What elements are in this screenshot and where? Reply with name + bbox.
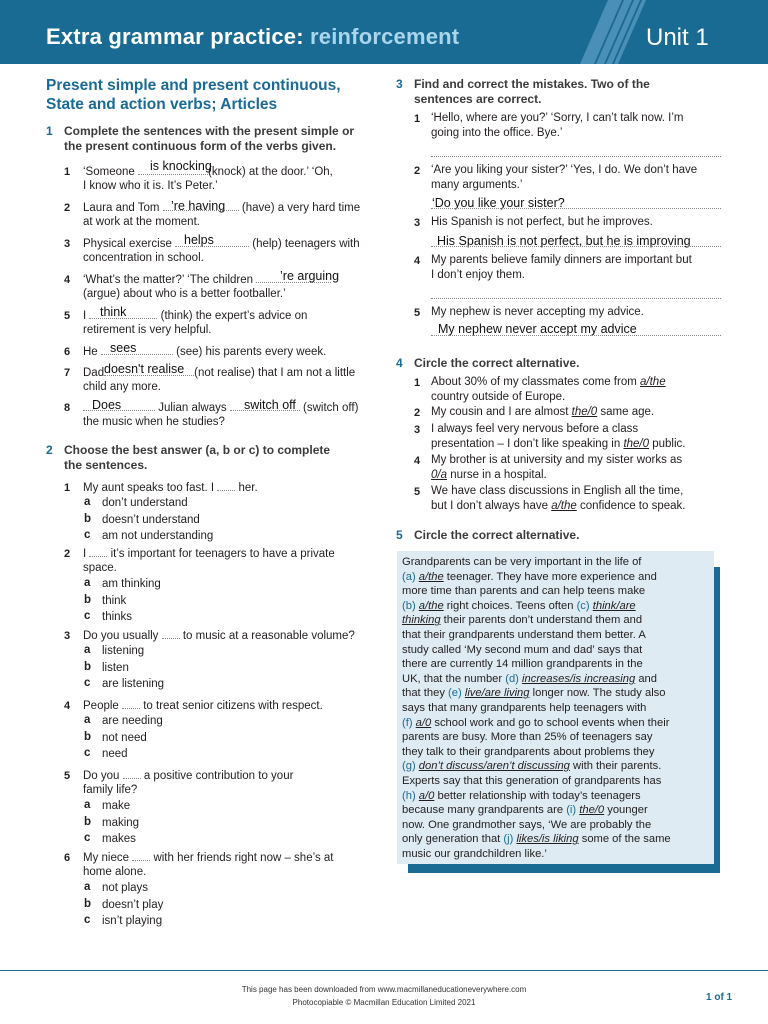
- ex2-title-line2: the sentences.: [64, 458, 148, 472]
- gap-letter: (i): [566, 804, 577, 817]
- ex1-item-1-cont: I know who it is. It’s Peter.’: [83, 180, 218, 192]
- passage-line: says that many grandparents help teenagers with: [402, 701, 647, 714]
- answer-option[interactable]: listening: [102, 645, 145, 657]
- ex2-item-number: 5: [64, 770, 71, 782]
- heading-line1: Present simple and present continuous,: [46, 77, 341, 94]
- section-heading: [46, 76, 341, 114]
- ex2-item-text: her.: [238, 482, 258, 494]
- answer-option[interactable]: isn’t playing: [102, 915, 163, 927]
- ex5-title: Circle the correct alternative.: [414, 528, 580, 542]
- ex1-item-text: (have) a very hard time: [241, 202, 361, 214]
- option-letter: c: [84, 914, 91, 926]
- ex4-item-3-cont: [431, 437, 685, 452]
- handwritten-answer: is knocking: [150, 159, 212, 173]
- ex4-item-text: same age.: [600, 406, 655, 418]
- ex1-item-number: 8: [64, 402, 71, 414]
- ex1-item-text: Laura and Tom: [83, 202, 160, 214]
- title-main: Extra grammar practice:: [46, 24, 304, 49]
- ex2-item-6: [83, 850, 333, 866]
- gap-letter: (d): [505, 672, 519, 685]
- ex1-item-3: [83, 236, 360, 252]
- gap-letter: (e): [448, 687, 462, 700]
- ex2-item-cont: home alone.: [83, 866, 147, 878]
- ex1-item-text: He: [83, 346, 98, 358]
- ex4-item-5: We have class discussions in English all the time,: [431, 485, 684, 497]
- passage-line: more time than parents and can help teens make: [402, 585, 646, 598]
- answer-blank[interactable]: [123, 768, 141, 779]
- passage-line: [402, 613, 714, 628]
- ex2-item-text: My niece: [83, 852, 130, 864]
- passage-text-run: their parents don’t understand them and: [443, 614, 643, 627]
- ex1-item-5-cont: retirement is very helpful.: [83, 324, 212, 336]
- passage-line: [402, 759, 714, 774]
- answer-line[interactable]: [431, 298, 721, 299]
- option-letter: c: [84, 529, 91, 541]
- passage-text-run: right choices. Teens often: [446, 599, 574, 612]
- passage-line: [402, 832, 714, 847]
- handwritten-answer: My nephew never accept my advice: [438, 322, 637, 336]
- ex1-item-text: (see) his parents every week.: [176, 346, 327, 358]
- option-letter: b: [84, 593, 92, 606]
- ex1-item-3-cont: concentration in school.: [83, 252, 204, 264]
- gap-letter: (h): [402, 789, 416, 802]
- ex3-number: 3: [396, 77, 403, 91]
- handwritten-answer: ‘Do you like your sister?: [432, 196, 565, 210]
- option-letter: c: [84, 610, 91, 622]
- ex1-item-2-cont: at work at the moment.: [83, 216, 200, 228]
- ex1-item-number: 1: [64, 166, 71, 178]
- answer-option[interactable]: not plays: [102, 882, 149, 894]
- answer-option[interactable]: makes: [102, 833, 136, 845]
- option-letter: a: [84, 799, 91, 811]
- circle-choice[interactable]: the/0: [579, 804, 605, 817]
- ex3-item-5: My nephew is never accepting my advice.: [431, 306, 644, 318]
- page-header: [0, 0, 768, 64]
- circle-choice[interactable]: a/0: [418, 789, 435, 802]
- circle-choice[interactable]: likes/is liking: [516, 833, 579, 846]
- answer-line[interactable]: [431, 335, 721, 336]
- ex2-item-cont: family life?: [83, 784, 138, 796]
- ex2-item-3: [83, 628, 355, 644]
- page-title: [46, 24, 459, 50]
- passage-text-run: that they: [402, 687, 445, 700]
- passage-line: study called ‘My second mum and dad’ says that: [402, 643, 643, 656]
- ex4-title: Circle the correct alternative.: [414, 356, 580, 370]
- passage-text-run: younger: [607, 804, 648, 817]
- gap-letter: (g): [402, 760, 416, 773]
- gap-letter: (b): [402, 599, 416, 612]
- gap-letter: (j): [503, 833, 514, 846]
- unit-label: Unit 1: [646, 24, 709, 51]
- ex2-number: 2: [46, 443, 53, 457]
- ex3-item-number: 4: [414, 255, 421, 267]
- ex2-item-text: I: [83, 548, 87, 560]
- ex1-item-text: Julian always: [158, 402, 227, 414]
- ex2-item-number: 2: [64, 548, 71, 560]
- answer-option[interactable]: not need: [102, 731, 147, 744]
- handwritten-answer: ’re having: [171, 199, 226, 213]
- option-letter: c: [84, 747, 91, 759]
- ex4-item-1: [431, 375, 666, 390]
- option-letter: b: [84, 660, 92, 673]
- passage-line: parents are busy. More than 25% of teenagers say: [402, 731, 653, 744]
- ex3-item-2: ‘Are you liking your sister?’ ‘Yes, I do. We don’t have: [431, 164, 698, 176]
- handwritten-answer: His Spanish is not perfect, but he is improving: [437, 234, 691, 248]
- answer-option[interactable]: listen: [102, 661, 129, 674]
- passage-line: Grandparents can be very important in the life of: [402, 556, 642, 568]
- ex1-item-text: Physical exercise: [83, 238, 172, 250]
- passage-text-run: school work and go to school events when their: [434, 716, 670, 729]
- gap-letter: (a): [402, 570, 416, 583]
- answer-option[interactable]: make: [102, 800, 131, 812]
- circle-choice[interactable]: a/the: [418, 599, 444, 612]
- answer-option[interactable]: need: [102, 748, 128, 760]
- ex4-item-5-cont: [431, 499, 685, 514]
- ex1-item-text: (knock) at the door.’ ‘Oh,: [208, 166, 333, 178]
- footer-divider: [0, 970, 768, 971]
- ex4-item-text: About 30% of my classmates come from: [431, 376, 637, 388]
- answer-option[interactable]: thinks: [102, 611, 133, 623]
- ex4-item-number: 2: [414, 407, 421, 419]
- handwritten-answer: doesn't realise: [104, 362, 185, 376]
- ex3-item-number: 2: [414, 165, 421, 177]
- ex1-number: 1: [46, 124, 53, 138]
- ex3-item-1: ‘Hello, where are you?’ ‘Sorry, I can’t talk now. I’m: [431, 112, 684, 124]
- handwritten-answer: Does: [92, 398, 122, 412]
- circle-choice[interactable]: increases/is increasing: [522, 672, 636, 685]
- ex1-item-number: 3: [64, 238, 71, 250]
- answer-blank[interactable]: [132, 850, 150, 861]
- ex5-number: 5: [396, 528, 403, 542]
- answer-blank[interactable]: [89, 546, 107, 557]
- option-letter: b: [84, 730, 92, 743]
- ex4-item-text: presentation – I don’t like speaking in: [431, 438, 621, 450]
- handwritten-answer: think: [100, 305, 127, 319]
- circle-choice[interactable]: a/0: [415, 716, 432, 729]
- ex1-item-number: 7: [64, 367, 71, 379]
- circle-choice[interactable]: 0/a: [431, 469, 447, 481]
- ex3-item-number: 5: [414, 307, 421, 319]
- ex4-item-text: public.: [652, 438, 686, 450]
- ex1-item-7-cont: child any more.: [83, 381, 161, 393]
- option-letter: c: [84, 832, 91, 844]
- ex1-title-line1: Complete the sentences with the present simple or: [64, 124, 355, 138]
- footer-copyright: Photocopiable © Macmillan Education Limited 2021: [292, 998, 476, 1007]
- option-letter: a: [84, 496, 91, 508]
- ex2-item-text: People: [83, 700, 119, 712]
- answer-option[interactable]: are listening: [102, 678, 165, 690]
- answer-option[interactable]: don’t understand: [102, 497, 188, 509]
- ex4-number: 4: [396, 356, 403, 370]
- ex4-item-number: 3: [414, 424, 421, 436]
- ex1-item-text: ‘What’s the matter?’ ‘The children: [83, 274, 254, 286]
- page-number: 1 of 1: [706, 992, 733, 1003]
- answer-option[interactable]: think: [102, 594, 127, 607]
- ex2-item-number: 3: [64, 630, 71, 642]
- passage-text-run: only generation that: [402, 833, 501, 846]
- ex4-item-4-cont: [431, 468, 547, 483]
- ex4-item-text: confidence to speak.: [579, 500, 686, 512]
- ex2-item-text: Do you: [83, 770, 120, 782]
- answer-line[interactable]: [431, 156, 721, 157]
- ex2-item-text: My aunt speaks too fast. I: [83, 482, 215, 494]
- circle-choice[interactable]: thinking: [402, 614, 441, 627]
- circle-choice[interactable]: a/the: [551, 500, 577, 512]
- handwritten-answer: helps: [184, 233, 214, 247]
- ex1-item-number: 4: [64, 274, 71, 286]
- circle-choice[interactable]: a/the: [418, 570, 444, 583]
- ex3-item-4-cont: I don’t enjoy them.: [431, 269, 525, 281]
- option-letter: b: [84, 815, 92, 828]
- circle-choice[interactable]: a/the: [640, 376, 666, 388]
- footer-download-note: This page has been downloaded from www.macmillaneducationeverywhere.com: [241, 985, 527, 994]
- ex4-item-number: 1: [414, 377, 421, 389]
- passage-text-run: better relationship with today’s teenagers: [437, 789, 641, 802]
- gap-letter: (c): [576, 599, 590, 612]
- passage-text-run: UK, that the number: [402, 672, 503, 685]
- circle-choice[interactable]: don’t discuss/aren’t discussing: [418, 760, 570, 773]
- option-letter: b: [84, 512, 92, 525]
- ex2-item-4: [83, 698, 323, 714]
- passage-line: [402, 803, 714, 818]
- circle-choice[interactable]: live/are living: [464, 687, 530, 700]
- ex1-item-8: [83, 400, 358, 416]
- ex3-title-line2: sentences are correct.: [414, 92, 542, 106]
- passage-text-run: with their parents.: [573, 760, 662, 773]
- ex1-item-text: I: [83, 310, 87, 322]
- ex3-title: [414, 77, 650, 107]
- answer-option[interactable]: am not understanding: [102, 530, 214, 542]
- ex3-item-4: My parents believe family dinners are important but: [431, 254, 692, 266]
- ex1-item-text: (help) teenagers with: [252, 238, 360, 250]
- answer-option[interactable]: doesn’t play: [102, 898, 164, 911]
- ex1-item-8-cont: the music when he studies?: [83, 416, 225, 428]
- ex2-item-text: it’s important for teenagers to have a private: [110, 548, 335, 560]
- ex2-item-text: Do you usually: [83, 630, 159, 642]
- passage-line: now. One grandmother says, ‘We are probably the: [402, 818, 652, 831]
- answer-blank[interactable]: [162, 628, 180, 639]
- ex3-item-1-cont: going into the office. Bye.’: [431, 127, 563, 139]
- passage-line: Experts say that this generation of grandparents has: [402, 774, 662, 787]
- ex3-item-number: 1: [414, 113, 421, 125]
- passage-line: [402, 716, 714, 731]
- circle-choice[interactable]: the/0: [571, 406, 598, 418]
- answer-option[interactable]: doesn’t understand: [102, 513, 200, 526]
- ex2-item-text: a positive contribution to your: [143, 770, 294, 782]
- passage-line: [402, 570, 714, 585]
- ex2-item-text: to music at a reasonable volume?: [182, 630, 355, 642]
- ex3-item-2-cont: many arguments.’: [431, 179, 523, 191]
- ex1-title: [64, 124, 354, 154]
- passage-text-run: because many grandparents are: [402, 804, 564, 817]
- gap-letter: (f): [402, 716, 413, 729]
- passage-text: [402, 555, 714, 861]
- ex3-item-number: 3: [414, 217, 421, 229]
- ex3-item-3: His Spanish is not perfect, but he improves.: [431, 216, 653, 228]
- passage-text-run: teenager. They have more experience and: [446, 570, 657, 583]
- passage-line: music our grandchildren like.’: [402, 847, 547, 860]
- ex2-item-1: [83, 480, 258, 496]
- answer-line[interactable]: [431, 208, 721, 209]
- option-letter: a: [84, 881, 91, 893]
- answer-option[interactable]: am thinking: [102, 578, 161, 590]
- passage-text-run: some of the same: [581, 833, 671, 846]
- ex1-title-line2: the present continuous form of the verbs given.: [64, 139, 337, 153]
- passage-line: [402, 789, 714, 804]
- ex2-item-text: to treat senior citizens with respect.: [143, 700, 323, 712]
- passage-line: there are currently 14 million grandparents in the: [402, 658, 643, 671]
- ex2-title: [64, 443, 330, 473]
- answer-blank[interactable]: [217, 480, 235, 491]
- ex1-item-text: (not realise) that I am not a little: [194, 367, 356, 379]
- passage-line: [402, 686, 714, 701]
- handwritten-answer: sees: [110, 341, 137, 355]
- option-letter: a: [84, 577, 91, 589]
- passage-line: that their grandparents understand them better. A: [402, 628, 646, 641]
- passage-line: [402, 672, 714, 687]
- handwritten-answer: switch off: [244, 398, 296, 412]
- ex1-item-text: (think) the expert’s advice on: [160, 310, 308, 322]
- ex1-item-text: Dad: [83, 367, 105, 379]
- ex1-item-4-cont: (argue) about who is a better footballer.’: [83, 288, 286, 300]
- option-letter: c: [84, 677, 91, 689]
- passage-text-run: longer now. The study also: [532, 687, 666, 700]
- passage-text-run: and: [638, 672, 657, 685]
- ex2-item-cont: space.: [83, 562, 117, 574]
- answer-blank[interactable]: [122, 698, 140, 709]
- ex4-item-2: [431, 405, 654, 420]
- ex2-item-5: [83, 768, 293, 784]
- ex1-item-number: 5: [64, 310, 71, 322]
- ex4-item-1-cont: country outside of Europe.: [431, 391, 566, 403]
- answer-option[interactable]: are needing: [102, 715, 163, 727]
- title-accent: reinforcement: [310, 24, 460, 49]
- circle-choice[interactable]: the/0: [623, 438, 650, 450]
- option-letter: a: [84, 714, 91, 726]
- ex3-title-line1: Find and correct the mistakes. Two of the: [414, 77, 650, 91]
- ex2-title-line1: Choose the best answer (a, b or c) to complete: [64, 443, 331, 457]
- header-stripes-decoration: [560, 0, 660, 64]
- ex4-item-text: nurse in a hospital.: [450, 469, 547, 481]
- ex4-item-4: My brother is at university and my sister works as: [431, 454, 683, 466]
- ex1-item-text: (switch off): [303, 402, 359, 414]
- passage-line: [402, 599, 714, 614]
- ex4-item-3: I always feel very nervous before a class: [431, 423, 639, 435]
- answer-line[interactable]: [431, 246, 721, 247]
- passage-line: they talk to their grandparents about problems they: [402, 745, 655, 758]
- ex2-item-number: 1: [64, 482, 71, 494]
- ex2-item-number: 4: [64, 700, 71, 712]
- option-letter: b: [84, 897, 92, 910]
- ex4-item-text: but I don’t always have: [431, 500, 548, 512]
- footer: [0, 983, 768, 1009]
- handwritten-answer: ’re arguing: [280, 269, 340, 283]
- circle-choice[interactable]: think/are: [592, 599, 636, 612]
- ex2-item-2: [83, 546, 335, 562]
- ex4-item-number: 5: [414, 486, 421, 498]
- ex2-item-number: 6: [64, 852, 71, 864]
- option-letter: a: [84, 644, 91, 656]
- ex1-item-text: ‘Someone: [83, 166, 135, 178]
- ex2-item-text: with her friends right now – she’s at: [153, 852, 334, 864]
- ex1-item-number: 6: [64, 346, 71, 358]
- ex4-item-text: My cousin and I are almost: [431, 406, 569, 418]
- ex4-item-number: 4: [414, 455, 421, 467]
- answer-option[interactable]: making: [102, 816, 140, 829]
- ex1-item-number: 2: [64, 202, 71, 214]
- heading-line2: State and action verbs; Articles: [46, 96, 278, 113]
